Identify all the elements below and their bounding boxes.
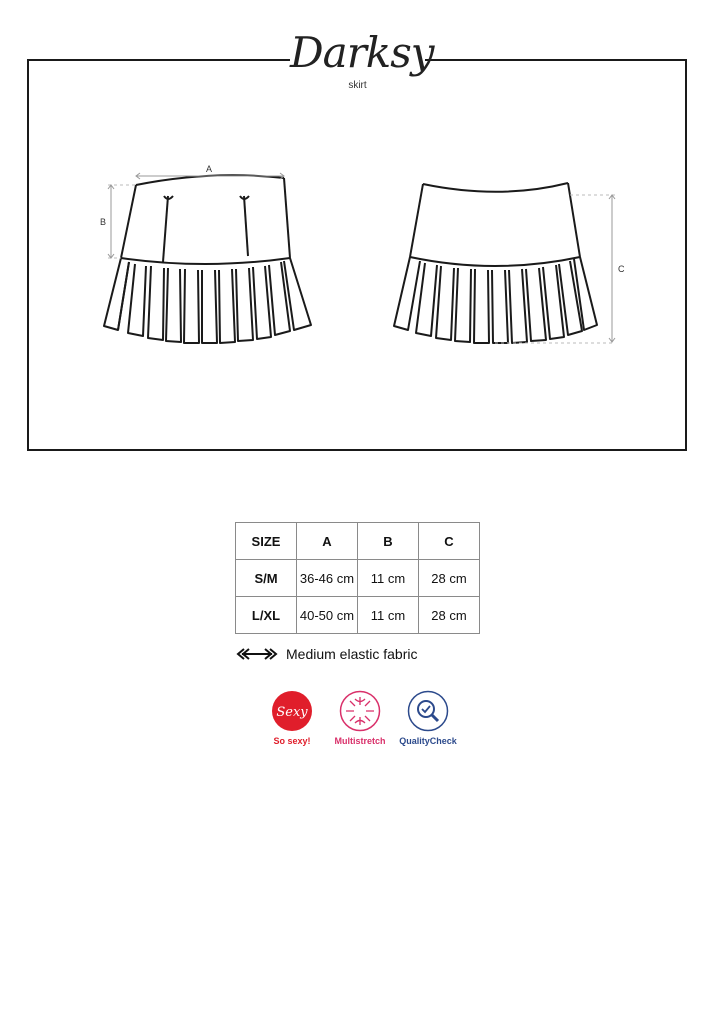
skirt-front-view (104, 175, 311, 343)
dimension-c-label: C (618, 264, 625, 274)
badge-so-sexy (258, 690, 326, 746)
feature-badges (258, 690, 462, 746)
value-c-cell: 28 cm (419, 597, 480, 634)
value-a-cell: 40-50 cm (297, 597, 358, 634)
double-arrow-icon (236, 647, 278, 661)
size-cell: S/M (236, 560, 297, 597)
brand-name: Darksy (290, 28, 434, 77)
skirt-back-view (394, 183, 597, 343)
badge-label-quality-check: QualityCheck (399, 736, 457, 746)
value-b-cell: 11 cm (358, 597, 419, 634)
header-a: A (297, 523, 358, 560)
dimension-b (100, 185, 136, 258)
dimension-b-label: B (100, 217, 107, 227)
sexy-icon (271, 690, 313, 732)
size-cell: L/XL (236, 597, 297, 634)
sexy-icon-text: Sexy (276, 705, 308, 720)
value-a-cell: 36-46 cm (297, 560, 358, 597)
brand-logo (290, 28, 434, 98)
fabric-label: Medium elastic fabric (286, 646, 418, 662)
header-size: SIZE (236, 523, 297, 560)
table-row (236, 560, 480, 597)
value-c-cell: 28 cm (419, 560, 480, 597)
badge-label-so-sexy: So sexy! (273, 736, 311, 746)
dimension-a-label: A (206, 164, 213, 174)
value-b-cell: 11 cm (358, 560, 419, 597)
badge-quality-check (394, 690, 462, 746)
quality-check-icon (407, 690, 449, 732)
header-c: C (419, 523, 480, 560)
size-table (235, 522, 480, 634)
table-row (236, 597, 480, 634)
header-b: B (358, 523, 419, 560)
multistretch-icon (339, 690, 381, 732)
badge-multistretch (326, 690, 394, 746)
brand-subtitle: skirt (348, 80, 367, 91)
size-table-header (236, 523, 480, 560)
badge-label-multistretch: Multistretch (334, 736, 386, 746)
fabric-info (236, 644, 418, 664)
